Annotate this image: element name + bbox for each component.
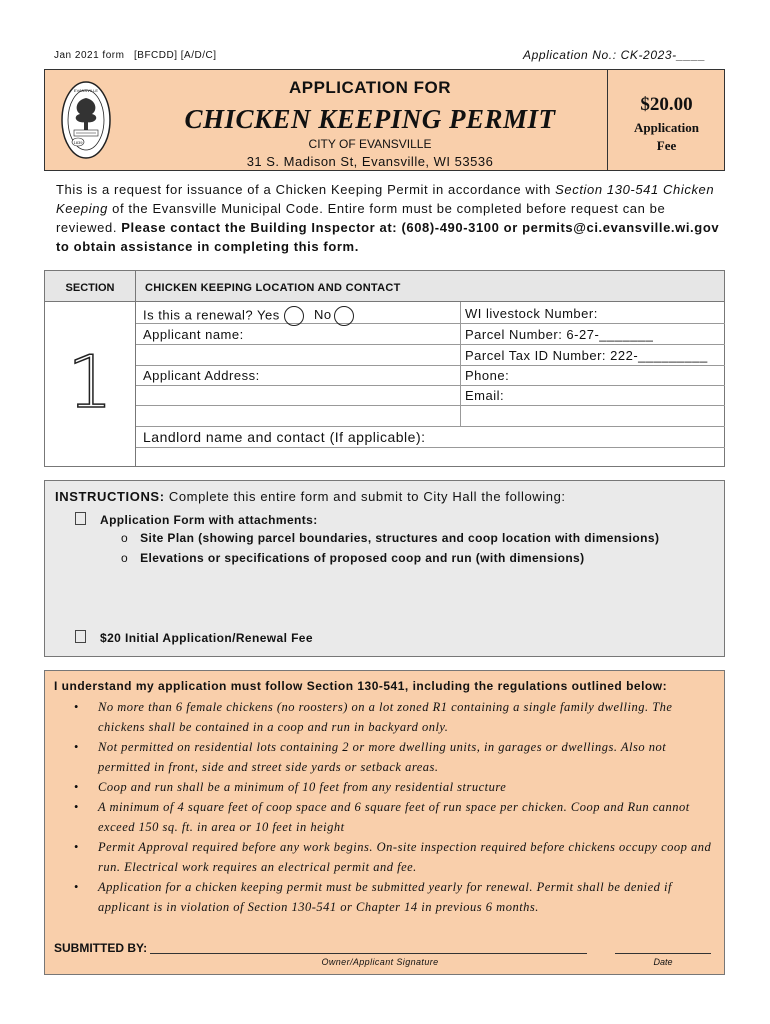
bullet: •	[74, 880, 79, 894]
date-line[interactable]	[615, 953, 711, 954]
section-number: 1	[67, 340, 113, 424]
fee-label-line2: Fee	[656, 138, 677, 153]
rule-item	[74, 697, 714, 737]
checklist-item-label: $20 Initial Application/Renewal Fee	[100, 631, 313, 645]
form-date: Jan 2021 form	[54, 50, 125, 61]
rule-text: Coop and run shall be a minimum of 10 feet from any residential structure	[98, 780, 507, 794]
column-divider	[460, 302, 461, 426]
parcel-number-field[interactable]: Parcel Number: 6-27-_______	[465, 327, 654, 342]
livestock-number-field[interactable]: WI livestock Number:	[465, 306, 598, 321]
applicant-address-field[interactable]: Applicant Address:	[143, 368, 260, 383]
fee-label	[608, 119, 725, 155]
checklist-subitem-label: Elevations or specifications of proposed coop and run (with dimensions)	[140, 551, 585, 565]
row-divider	[136, 447, 725, 448]
rule-item	[74, 777, 714, 797]
landlord-field[interactable]: Landlord name and contact (If applicable):	[143, 429, 426, 445]
city-name: CITY OF EVANSVILLE	[308, 137, 432, 151]
intro-paragraph	[56, 180, 720, 256]
bullet: •	[74, 740, 79, 754]
renewal-question	[143, 306, 354, 326]
rule-item	[74, 877, 714, 917]
row-divider	[136, 385, 725, 386]
checklist-item-label: Application Form with attachments:	[100, 513, 318, 527]
instructions-label: INSTRUCTIONS:	[55, 489, 165, 504]
rule-text: Permit Approval required before any work begins. On-site inspection required before chickens occupy coop and run. Electrical work requires an electrical permit and fee.	[98, 840, 712, 874]
city-seal-icon	[60, 80, 112, 160]
section-label: SECTION	[65, 282, 115, 294]
bullet: •	[74, 700, 79, 714]
section-title: CHICKEN KEEPING LOCATION AND CONTACT	[145, 282, 401, 294]
rule-text: A minimum of 4 square feet of coop space and 6 square feet of run space per chicken. Coop and Run cannot exceed 150 sq. ft. in area or 10 feet in height	[98, 800, 690, 834]
row-divider	[136, 405, 725, 406]
renewal-no-radio[interactable]	[334, 306, 354, 326]
form-code: [BFCDD] [A/D/C]	[134, 50, 217, 61]
checklist-subitem	[121, 551, 585, 565]
page-title: CHICKEN KEEPING PERMIT	[184, 104, 556, 134]
signature-line[interactable]	[150, 953, 587, 954]
renewal-label: Is this a renewal? Yes	[143, 307, 280, 323]
application-number: Application No.: CK-2023-____	[523, 48, 706, 62]
date-caption: Date	[653, 957, 673, 967]
instructions-heading	[55, 489, 566, 504]
fee-label-line1: Application	[633, 120, 699, 135]
fee-amount: $20.00	[640, 94, 693, 115]
renewal-yes-radio[interactable]	[284, 306, 304, 326]
checklist-item	[75, 512, 318, 527]
checklist-subitem-label: Site Plan (showing parcel boundaries, structures and coop location with dimensions)	[140, 531, 660, 545]
section1-column-divider	[135, 270, 136, 467]
rule-item	[74, 797, 714, 837]
bullet: •	[74, 800, 79, 814]
row-divider	[136, 344, 725, 345]
checklist-item	[75, 630, 313, 645]
intro-part3: of the Evansville Municipal Code. Entire form must be completed before request can be reviewed.	[56, 201, 666, 235]
rule-item	[74, 837, 714, 877]
rule-text: Not permitted on residential lots containing 2 or more dwelling units, in garages or dwellings. Also not permitted in front, side and street side yards or setback areas.	[98, 740, 667, 774]
applicant-name-field[interactable]: Applicant name:	[143, 327, 244, 342]
rule-item	[74, 737, 714, 777]
seal-top-text: EVANSVILLE	[73, 88, 99, 93]
city-address: 31 S. Madison St, Evansville, WI 53536	[246, 154, 494, 169]
row-divider	[136, 365, 725, 366]
rule-text: Application for a chicken keeping permit must be submitted yearly for renewal. Permit shall be denied if applicant is in violation of Section 130-541 or Chapter 14 in previous 6 months.	[98, 880, 672, 914]
signature-caption: Owner/Applicant Signature	[321, 957, 439, 967]
intro-section-ref: Section 130-541 Chicken Keeping	[56, 182, 715, 216]
intro-part1: This is a request for issuance of a Chicken Keeping Permit in accordance with	[56, 182, 556, 197]
bullet: •	[74, 840, 79, 854]
checkbox-icon[interactable]	[75, 512, 86, 525]
row-divider	[136, 426, 725, 427]
instructions-text: Complete this entire form and submit to City Hall the following:	[164, 489, 566, 504]
sub-bullet: o	[121, 551, 129, 565]
rule-text: No more than 6 female chickens (no roosters) on a lot zoned R1 containing a single family dwelling. The chickens shall be contained in a coop and run in backyard only.	[98, 700, 673, 734]
submitted-by-label: SUBMITTED BY:	[54, 941, 148, 955]
seal-year: 1839	[73, 140, 83, 145]
intro-contact: Please contact the Building Inspector at: (608)-490-3100 or permits@ci.evansville.wi.gov to obtain assistance in completing this form.	[56, 220, 720, 254]
title-small: APPLICATION FOR	[288, 78, 452, 97]
parcel-tax-field[interactable]: Parcel Tax ID Number: 222-_________	[465, 348, 708, 363]
checkbox-icon[interactable]	[75, 630, 86, 643]
email-field[interactable]: Email:	[465, 388, 505, 403]
sub-bullet: o	[121, 531, 129, 545]
checklist-subitem	[121, 531, 659, 545]
renewal-no-label: No	[314, 307, 332, 323]
rules-heading: I understand my application must follow Section 130-541, including the regulations outlined below:	[54, 679, 668, 693]
bullet: •	[74, 780, 79, 794]
phone-field[interactable]: Phone:	[465, 368, 510, 383]
